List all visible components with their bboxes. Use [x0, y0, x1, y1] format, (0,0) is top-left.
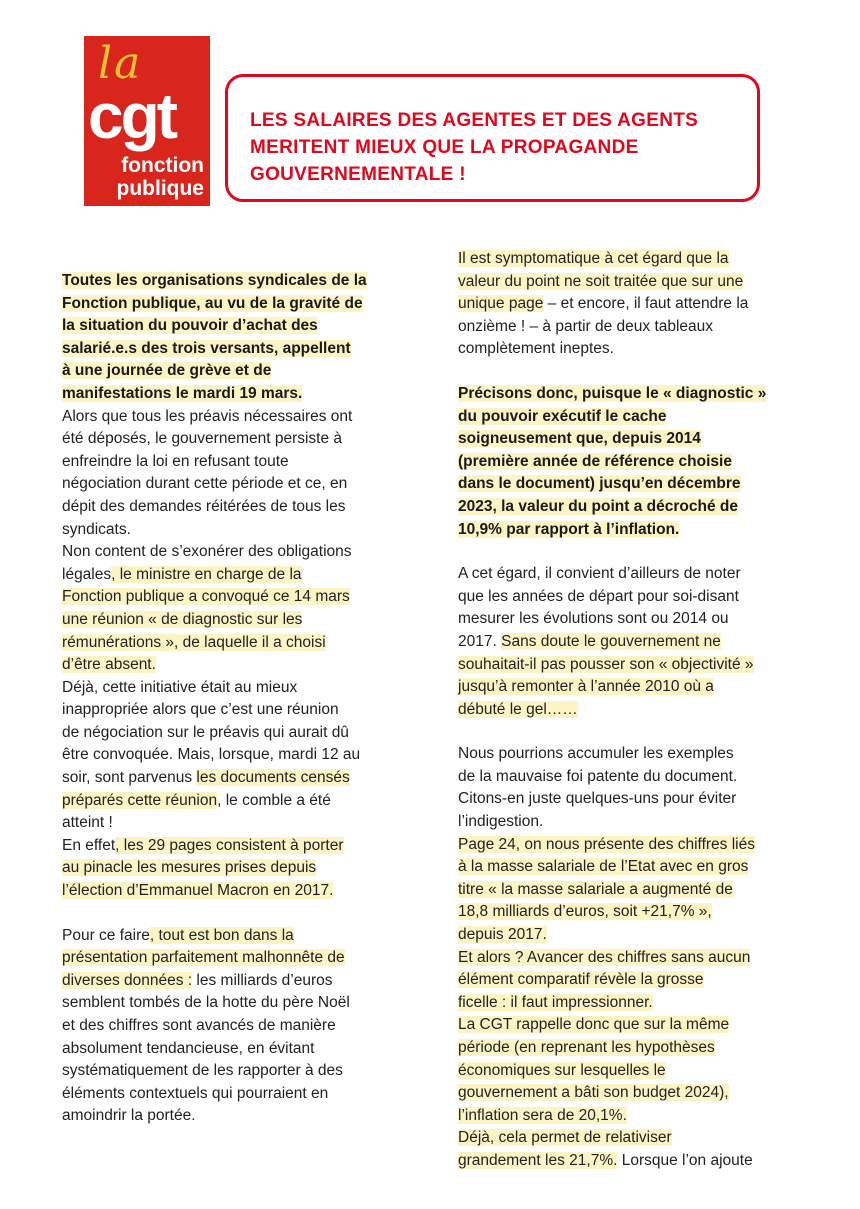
text-segment: systématiquement de les rapporter à des — [62, 1062, 343, 1080]
headline-line-1: LES SALAIRES DES AGENTES ET DES AGENTS — [250, 110, 699, 131]
highlighted-text: période (en reprenant les hypothèses — [458, 1039, 715, 1056]
text-line — [62, 677, 412, 700]
highlighted-text: Précisons donc, puisque le « diagnostic » — [458, 384, 767, 402]
text-line — [62, 835, 412, 858]
text-segment: les milliards d’euros — [192, 971, 333, 989]
text-segment: En effet — [62, 836, 116, 854]
highlighted-text: rémunérations », de laquelle il a choisi — [62, 633, 326, 651]
text-segment: Pour ce faire — [62, 926, 150, 944]
text-line — [458, 383, 808, 406]
highlighted-text: salarié.e.s des trois versants, appellent — [62, 339, 351, 357]
text-line — [458, 947, 808, 970]
text-line — [62, 541, 412, 564]
highlighted-text: (première année de référence choisie — [458, 452, 732, 470]
highlighted-text: Et alors ? Avancer des chiffres sans aucun — [458, 948, 751, 966]
highlighted-text: 10,9% par rapport à l’inflation. — [458, 520, 680, 538]
highlighted-text: grandement les 21,7%. — [458, 1151, 618, 1169]
paragraph-gap — [62, 903, 412, 925]
text-line — [458, 879, 808, 902]
text-segment: amoindrir la portée. — [62, 1107, 196, 1125]
text-segment: Nous pourrions accumuler les exemples — [458, 745, 734, 763]
highlighted-text: depuis 2017. — [458, 926, 547, 944]
highlighted-text: 18,8 milliards d’euros, soit +21,7% », — [458, 903, 712, 921]
text-segment: Non content de s’exonérer des obligations — [62, 543, 352, 561]
text-segment: dépit des demandes réitérées de tous les — [62, 497, 346, 515]
logo-subtitle-line1: fonction — [121, 154, 204, 177]
text-line — [458, 473, 808, 496]
text-line — [458, 743, 808, 766]
text-line — [62, 315, 412, 338]
highlighted-text: Déjà, cela permet de relativiser — [458, 1129, 672, 1147]
text-line — [62, 564, 412, 587]
highlighted-text: Il est symptomatique à cet égard que la — [458, 250, 729, 267]
text-line — [62, 519, 412, 542]
highlighted-text: Fonction publique a convoqué ce 14 mars — [62, 588, 350, 606]
text-segment: que les années de départ pour soi-disant — [458, 587, 739, 605]
text-line — [62, 925, 412, 948]
text-line — [62, 699, 412, 722]
text-line — [458, 1060, 808, 1083]
paragraph-gap — [458, 541, 808, 563]
text-segment: être convoquée. Mais, lorsque, mardi 12 au — [62, 746, 361, 764]
text-line — [458, 316, 808, 339]
text-line — [458, 608, 808, 631]
headline-line-3: GOUVERNEMENTALE ! — [250, 164, 466, 185]
text-segment: complètement ineptes. — [458, 340, 614, 358]
text-line — [62, 270, 412, 293]
text-line — [62, 451, 412, 474]
logo-cgt-text: cgt — [88, 80, 175, 152]
highlighted-text: élément comparatif révèle la grosse — [458, 971, 704, 989]
text-segment: Déjà, cette initiative était au mieux — [62, 678, 298, 696]
text-line — [458, 924, 808, 947]
highlighted-text: présentation parfaitement malhonnête de — [62, 949, 345, 967]
highlighted-text: diverses données : — [62, 971, 193, 989]
text-line — [458, 586, 808, 609]
highlighted-text: , tout est bon dans la — [149, 926, 294, 944]
text-line — [458, 1037, 808, 1060]
text-line — [62, 722, 412, 745]
text-segment: atteint ! — [62, 814, 113, 832]
text-segment: négociation durant cette période et ce, en — [62, 475, 348, 493]
highlighted-text: les documents censés — [196, 769, 350, 787]
text-line — [62, 744, 412, 767]
text-line — [458, 901, 808, 924]
text-line — [458, 428, 808, 451]
text-line — [458, 676, 808, 699]
cgt-fonction-publique-logo — [84, 36, 210, 206]
highlighted-text: la situation du pouvoir d’achat des — [62, 317, 318, 335]
highlighted-text: Page 24, on nous présente des chiffres liés — [458, 835, 755, 853]
text-line — [458, 788, 808, 811]
text-line — [62, 767, 412, 790]
text-line — [62, 473, 412, 496]
text-segment: syndicats. — [62, 520, 131, 538]
text-line — [458, 293, 808, 316]
text-line — [62, 992, 412, 1015]
text-line — [62, 790, 412, 813]
text-line — [458, 811, 808, 834]
text-line — [458, 338, 808, 361]
text-line — [62, 338, 412, 361]
text-line — [62, 632, 412, 655]
highlighted-text: valeur du point ne soit traitée que sur une — [458, 272, 744, 290]
highlighted-text: unique page — [458, 295, 544, 313]
text-line — [458, 1150, 808, 1173]
highlighted-text: Sans doute le gouvernement ne — [501, 632, 721, 650]
highlighted-text: soigneusement que, depuis 2014 — [458, 430, 701, 448]
text-segment: A cet égard, il convient d’ailleurs de noter — [458, 565, 741, 583]
text-segment: 2017. — [458, 632, 502, 650]
text-line — [458, 271, 808, 294]
highlighted-text: l’élection d’Emmanuel Macron en 2017. — [62, 882, 334, 900]
text-segment: été déposés, le gouvernement persiste à — [62, 430, 343, 448]
text-line — [62, 496, 412, 519]
text-line — [458, 406, 808, 429]
text-line — [62, 1060, 412, 1083]
text-line — [62, 1015, 412, 1038]
highlighted-text: l’inflation sera de 20,1%. — [458, 1106, 627, 1124]
highlighted-text: Toutes les organisations syndicales de la — [62, 272, 367, 289]
highlighted-text: préparés cette réunion — [62, 791, 218, 809]
logo-subtitle-line2: publique — [116, 177, 204, 200]
text-line — [62, 947, 412, 970]
text-segment: onzième ! – à partir de deux tableaux — [458, 317, 714, 335]
text-line — [458, 496, 808, 519]
highlighted-text: du pouvoir exécutif le cache — [458, 407, 667, 425]
headline-line-2: MERITENT MIEUX QUE LA PROPAGANDE — [250, 137, 639, 158]
logo-la-text: la — [98, 38, 143, 89]
text-segment: et des chiffres sont avancés de manière — [62, 1017, 336, 1034]
text-segment: l’indigestion. — [458, 813, 544, 831]
text-segment: éléments contextuels qui pourraient en — [62, 1084, 329, 1102]
highlighted-text: 2023, la valeur du point a décroché de — [458, 497, 738, 515]
text-line — [62, 586, 412, 609]
text-line — [62, 654, 412, 677]
text-line — [62, 1083, 412, 1106]
text-line — [62, 360, 412, 383]
highlighted-text: à une journée de grève et de — [62, 362, 272, 380]
text-segment: – et encore, il faut attendre la — [543, 295, 749, 313]
text-line — [458, 1082, 808, 1105]
highlighted-text: débuté le gel…… — [458, 700, 578, 718]
text-line — [458, 1127, 808, 1150]
text-line — [458, 834, 808, 857]
paragraph-gap — [458, 721, 808, 743]
highlighted-text: à la masse salariale de l’Etat avec en gros — [458, 858, 749, 876]
text-segment: enfreindre la loi en refusant toute — [62, 452, 289, 470]
text-line — [62, 428, 412, 451]
left-column-text — [62, 270, 412, 1128]
highlighted-text: une réunion « de diagnostic sur les — [62, 610, 303, 628]
text-segment: absolument tendancieuse, en évitant — [62, 1039, 315, 1057]
text-line — [62, 1105, 412, 1128]
highlighted-text: gouvernement a bâti son budget 2024), — [458, 1084, 729, 1102]
text-line — [458, 519, 808, 542]
highlighted-text: , les 29 pages consistent à porter — [115, 836, 344, 854]
highlighted-text: économiques sur lesquelles le — [458, 1061, 666, 1079]
headline-box — [225, 74, 760, 202]
text-line — [62, 812, 412, 835]
text-segment: légales — [62, 565, 112, 583]
highlighted-text: ficelle : il faut impressionner. — [458, 993, 653, 1011]
text-segment: mesurer les évolutions sont ou 2014 ou — [458, 610, 729, 628]
text-line — [62, 1038, 412, 1061]
text-line — [458, 969, 808, 992]
highlighted-text: au pinacle les mesures prises depuis — [62, 859, 317, 877]
text-line — [458, 631, 808, 654]
text-line — [62, 383, 412, 406]
highlighted-text: d’être absent. — [62, 656, 156, 674]
text-segment: de la mauvaise foi patente du document. — [458, 767, 738, 785]
text-line — [458, 654, 808, 677]
highlighted-text: jusqu’à remonter à l’année 2010 où a — [458, 678, 714, 696]
text-line — [458, 451, 808, 474]
text-line — [458, 1014, 808, 1037]
text-segment: Alors que tous les préavis nécessaires ont — [62, 407, 353, 425]
text-line — [62, 880, 412, 903]
text-line — [62, 293, 412, 316]
text-segment: soir, sont parvenus — [62, 769, 197, 787]
highlighted-text: dans le document) jusqu’en décembre — [458, 475, 741, 493]
text-segment: semblent tombés de la hotte du père Noël — [62, 994, 350, 1012]
text-line — [62, 609, 412, 632]
highlighted-text: titre « la masse salariale a augmenté de — [458, 880, 733, 898]
text-segment: , le comble a été — [217, 791, 331, 809]
text-line — [458, 248, 808, 271]
highlighted-text: La CGT rappelle donc que sur la même — [458, 1016, 730, 1034]
text-line — [62, 857, 412, 880]
text-segment: Lorsque l’on ajoute — [617, 1151, 753, 1169]
text-segment: Citons-en juste quelques-uns pour éviter — [458, 790, 737, 808]
right-column-text — [458, 248, 808, 1173]
text-segment: de négociation sur le préavis qui aurait dû — [62, 723, 349, 741]
text-line — [458, 1105, 808, 1128]
text-line — [458, 563, 808, 586]
highlighted-text: souhaitait-il pas pousser son « objectivité » — [458, 655, 754, 673]
text-segment: inappropriée alors que c’est une réunion — [62, 701, 339, 719]
logo-subtitle — [117, 154, 205, 200]
text-line — [458, 992, 808, 1015]
text-line — [62, 406, 412, 429]
highlighted-text: manifestations le mardi 19 mars. — [62, 384, 303, 402]
paragraph-gap — [458, 361, 808, 383]
text-line — [458, 856, 808, 879]
text-line — [62, 970, 412, 993]
text-line — [458, 699, 808, 722]
highlighted-text: , le ministre en charge de la — [111, 565, 302, 583]
text-line — [458, 766, 808, 789]
highlighted-text: Fonction publique, au vu de la gravité de — [62, 294, 363, 312]
